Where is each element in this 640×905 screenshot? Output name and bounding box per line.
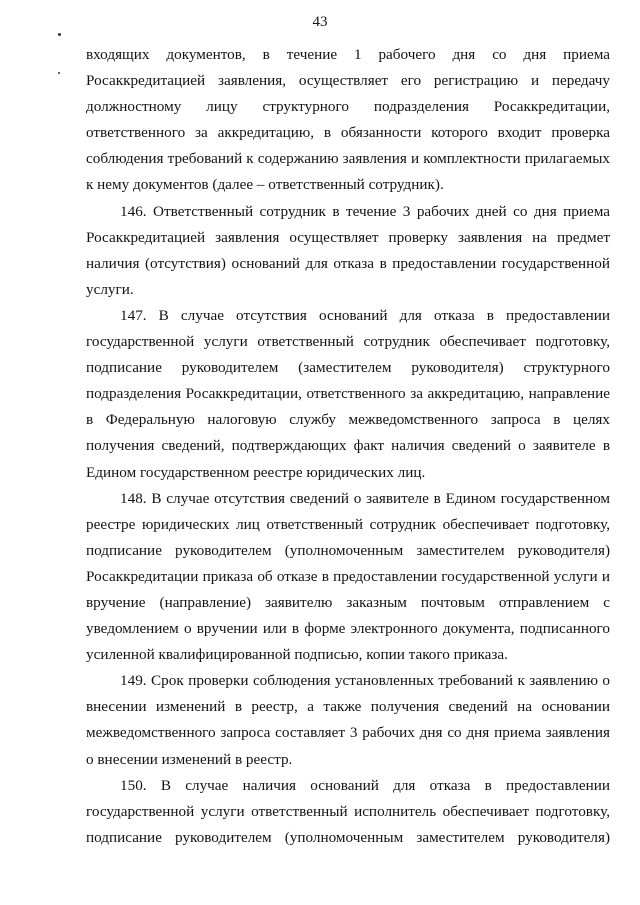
paragraph-147: 147. В случае отсутствия оснований для отказа в предоставлении государственной услуги ответственный сотрудник обеспечивает подготовку, подписание руководителем (заместителем руководителя) структурного подразделения Росаккредитации, ответственного за аккредитацию, направление в Федеральную налоговую службу межведомственного запроса в целях получения сведений, подтверждающих факт наличия сведений о заявителе в Едином государственном реестре юридических лиц. [86, 306, 610, 481]
document-body [86, 42, 610, 851]
scan-mark [58, 72, 60, 74]
paragraph-148: 148. В случае отсутствия сведений о заявителе в Едином государственном реестре юридических лиц ответственный сотрудник обеспечивает подготовку, подписание руководителем (уполномоченным заместителем руководителя) Росаккредитации приказа об отказе в предоставлении государственной услуги и вручение (направление) заявителю заказным почтовым отправлением с уведомлением о вручении или в форме электронного документа, подписанного усиленной квалифицированной подписью, копии такого приказа. [86, 489, 610, 664]
paragraph-continued: входящих документов, в течение 1 рабочего дня со дня приема Росаккредитацией заявления, осуществляет его регистрацию и передачу должностному лицу структурного подразделения Росаккредитации, ответственного за аккредитацию, в обязанности которого входит проверка соблюдения требований к содержанию заявления и комплектности прилагаемых к нему документов (далее – ответственный сотрудник). [86, 46, 610, 194]
page-number: 43 [312, 14, 328, 30]
paragraph-149: 149. Срок проверки соблюдения установленных требований к заявлению о внесении изменений в реестр, а также получения сведений на основании межведомственного запроса составляет 3 рабочих дня со дня приема заявления о внесении изменений в реестр. [86, 672, 610, 768]
scan-mark [58, 33, 61, 36]
paragraph-150: 150. В случае наличия оснований для отказа в предоставлении государственной услуги ответственный исполнитель обеспечивает подготовку, подписание руководителем (уполномоченным заместителем руководителя) [86, 776, 610, 846]
paragraph-146: 146. Ответственный сотрудник в течение 3 рабочих дней со дня приема Росаккредитацией заявления осуществляет проверку заявления на предмет наличия (отсутствия) оснований для отказа в предоставлении государственной услуги. [86, 202, 610, 298]
